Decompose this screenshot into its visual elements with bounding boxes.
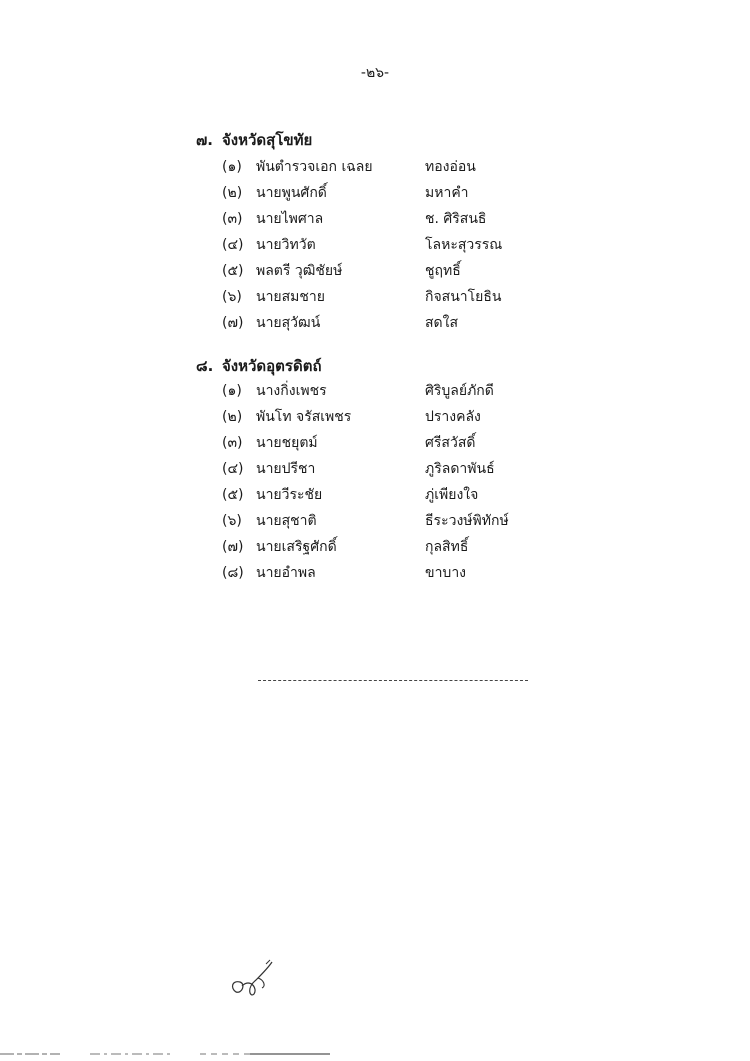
family-name: ขาบาง: [425, 565, 467, 581]
item-index: (๕): [222, 263, 244, 279]
given-name: นายเสริฐศักดิ์: [256, 539, 337, 555]
family-name: ช. ศิริสนธิ: [425, 211, 487, 227]
given-name: นายวิทวัต: [256, 237, 316, 253]
family-name: ชูฤทธิ์: [425, 263, 461, 279]
item-index: (๒): [222, 409, 243, 425]
item-index: (๕): [222, 487, 244, 503]
family-name: โลหะสุวรรณ: [425, 237, 503, 253]
item-index: (๗): [222, 315, 244, 331]
given-name: นายไพศาล: [256, 211, 324, 227]
family-name: กุลสิทธิ์: [425, 539, 469, 555]
section-title: จังหวัดสุโขทัย: [222, 131, 313, 149]
family-name: ภูริลดาพันธ์: [425, 461, 495, 477]
given-name: นายชยุตม์: [256, 435, 318, 451]
list-item: [222, 458, 642, 484]
given-name: นายพูนศักดิ์: [256, 185, 327, 201]
list-item: [222, 182, 642, 208]
list-item: [222, 562, 642, 588]
family-name: สดใส: [425, 315, 459, 331]
list-item: [222, 286, 642, 312]
section-number: ๗.: [196, 131, 213, 149]
item-index: (๗): [222, 539, 244, 555]
item-index: (๘): [222, 565, 244, 581]
given-name: นายสุชาติ: [256, 513, 317, 529]
list-item: [222, 484, 642, 510]
family-name: ปรางคลัง: [425, 409, 481, 425]
given-name: นายวีระชัย: [256, 487, 323, 503]
list-item: [222, 510, 642, 536]
divider: [258, 680, 528, 681]
list-item: [222, 208, 642, 234]
item-index: (๑): [222, 159, 242, 175]
family-name: มหาคำ: [425, 185, 469, 201]
given-name: นายสมชาย: [256, 289, 325, 305]
list-item: [222, 260, 642, 286]
given-name: พันโท จรัสเพชร: [256, 409, 352, 425]
family-name: ภู่เพียงใจ: [425, 487, 479, 503]
list-item: [222, 312, 642, 338]
given-name: พลตรี วุฒิชัยษ์: [256, 263, 343, 279]
list-item: [222, 380, 642, 406]
list-item: [222, 234, 642, 260]
list-item: [222, 156, 642, 182]
scan-edge-marks: [0, 1052, 750, 1056]
family-name: กิจสนาโยธิน: [425, 289, 502, 305]
item-index: (๒): [222, 185, 243, 201]
item-index: (๓): [222, 435, 243, 451]
given-name: นายสุวัฒน์: [256, 315, 321, 331]
family-name: ศรีสวัสดิ์: [425, 435, 476, 451]
family-name: ทองอ่อน: [425, 159, 476, 175]
section-title: จังหวัดอุตรดิตถ์: [222, 357, 322, 375]
given-name: พันตำรวจเอก เฉลย: [256, 159, 373, 175]
section-heading: [196, 128, 312, 152]
given-name: นางกิ่งเพชร: [256, 383, 327, 399]
section-heading: [196, 354, 322, 378]
item-index: (๖): [222, 513, 242, 529]
list-item: [222, 432, 642, 458]
list-item: [222, 536, 642, 562]
family-name: ศิริบูลย์ภักดี: [425, 383, 494, 399]
given-name: นายปรีชา: [256, 461, 316, 477]
section-number: ๘.: [196, 357, 214, 375]
list-item: [222, 406, 642, 432]
item-index: (๑): [222, 383, 242, 399]
item-index: (๓): [222, 211, 243, 227]
given-name: นายอำพล: [256, 565, 316, 581]
item-index: (๔): [222, 461, 244, 477]
page-number: -๒๖-: [360, 65, 390, 81]
item-index: (๔): [222, 237, 244, 253]
handwritten-initials: [228, 958, 288, 1000]
family-name: ธีระวงษ์พิทักษ์: [425, 513, 509, 529]
item-index: (๖): [222, 289, 242, 305]
